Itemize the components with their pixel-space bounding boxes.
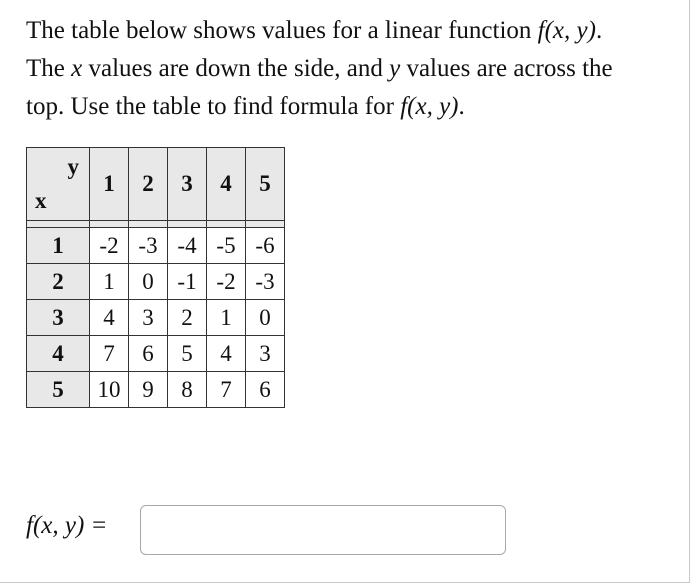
question-text: [26, 12, 676, 126]
row-header: 2: [27, 264, 90, 300]
table-cell: -2: [90, 228, 129, 264]
question-text-part: The: [26, 55, 72, 82]
table-cell: 6: [129, 336, 168, 372]
table-cell: 8: [168, 372, 207, 408]
answer-input[interactable]: [140, 505, 506, 555]
math-fxy: f(x, y): [400, 93, 459, 120]
table-cell: -6: [246, 228, 285, 264]
table-cell: 10: [90, 372, 129, 408]
x-axis-label: x: [35, 188, 47, 213]
question-text-part: values are across the: [400, 55, 613, 82]
question-text-part: .: [458, 93, 465, 120]
table-cell: 0: [129, 264, 168, 300]
table-cell: 3: [246, 336, 285, 372]
math-fxy: f(x, y): [537, 17, 596, 44]
table-cell: 3: [129, 300, 168, 336]
table-cell: -5: [207, 228, 246, 264]
table-cell: -3: [246, 264, 285, 300]
math-y: y: [389, 55, 401, 82]
column-header: 5: [246, 148, 285, 221]
question-text-part: The table below shows values for a linear function: [26, 17, 538, 44]
table-cell: -2: [207, 264, 246, 300]
table-cell: 9: [129, 372, 168, 408]
table-cell: 2: [168, 300, 207, 336]
question-text-part: top. Use the table to find formula for: [26, 93, 401, 120]
column-header: 2: [129, 148, 168, 221]
table-cell: 4: [90, 300, 129, 336]
table-cell: -3: [129, 228, 168, 264]
row-header: 4: [27, 336, 90, 372]
column-header: 4: [207, 148, 246, 221]
column-header: 1: [90, 148, 129, 221]
question-line-3: [26, 88, 676, 126]
y-axis-label: y: [67, 154, 79, 179]
table-cell: 6: [246, 372, 285, 408]
table-cell: -1: [168, 264, 207, 300]
question-text-part: .: [595, 17, 603, 44]
table-row: [27, 264, 285, 300]
question-line-1: [26, 12, 676, 50]
values-table: [26, 147, 285, 408]
table-row: [27, 228, 285, 264]
table-header-gap: [27, 221, 285, 228]
question-line-2: [26, 50, 676, 88]
question-text-part: values are down the side, and: [82, 55, 390, 82]
table-corner-cell: [27, 148, 90, 221]
table-cell: 5: [168, 336, 207, 372]
row-header: 1: [27, 228, 90, 264]
table-row: [27, 372, 285, 408]
table-cell: 7: [207, 372, 246, 408]
table-header-row: [27, 148, 285, 221]
table-cell: 0: [246, 300, 285, 336]
table-cell: 7: [90, 336, 129, 372]
row-header: 3: [27, 300, 90, 336]
table-cell: 1: [207, 300, 246, 336]
row-header: 5: [27, 372, 90, 408]
table-cell: 1: [90, 264, 129, 300]
math-x: x: [71, 55, 83, 82]
answer-label: f(x, y) =: [26, 512, 108, 539]
table-cell: -4: [168, 228, 207, 264]
table-cell: 4: [207, 336, 246, 372]
table-row: [27, 300, 285, 336]
column-header: 3: [168, 148, 207, 221]
table-row: [27, 336, 285, 372]
